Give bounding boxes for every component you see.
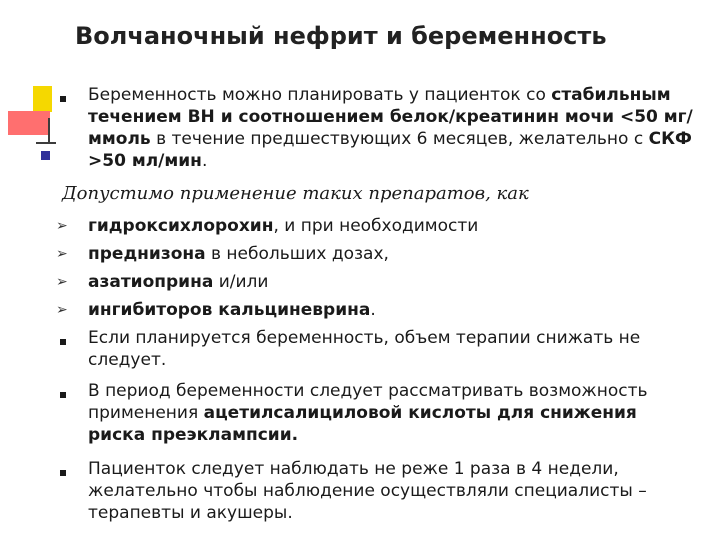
- drug-item: [88, 215, 710, 237]
- text: Беременность можно планировать у пациенток со: [88, 85, 552, 105]
- text-bold: преднизона: [88, 244, 206, 264]
- paragraph-aspirin: [88, 380, 688, 446]
- decor-red-square: [8, 111, 50, 135]
- drug-item: [88, 271, 710, 293]
- text: , и при необходимости: [273, 216, 479, 236]
- text: В период беременности следует рассматривать возможность применения: [88, 381, 648, 423]
- bullet-square-icon: [60, 392, 66, 398]
- drugs-intro: Допустимо применение таких препаратов, как: [62, 183, 529, 204]
- bullet-square-icon: [60, 339, 66, 345]
- text-bold: гидроксихлорохин: [88, 216, 274, 236]
- arrow-bullet-icon: ➢: [56, 302, 68, 318]
- text: .: [201, 151, 208, 171]
- text-bold: ингибиторов кальциневрина: [88, 300, 371, 320]
- bullet-square-icon: [60, 470, 66, 476]
- drug-item: [88, 299, 710, 321]
- text-bold: стабильным течением ВН и соотношением белок/креатинин мочи <50 мг/ммоль: [88, 85, 693, 149]
- text: в небольших дозах,: [205, 244, 389, 264]
- decor-blue-square: [41, 151, 50, 160]
- bullet-square-icon: [60, 96, 66, 102]
- text-bold: ацетилсалициловой кислоты для снижения риска преэклампсии.: [88, 403, 637, 445]
- paragraph-monitoring: Пациенток следует наблюдать не реже 1 раза в 4 недели, желательно чтобы наблюдение осуществляли специалисты – терапевты и акушеры.: [88, 459, 647, 523]
- paragraph-therapy: Если планируется беременность, объем терапии снижать не следует.: [88, 328, 641, 370]
- decor-horizontal-line: [36, 142, 56, 144]
- arrow-bullet-icon: ➢: [56, 274, 68, 290]
- decor-vertical-line: [48, 118, 50, 144]
- text: и/или: [213, 272, 269, 292]
- text-bold: азатиоприна: [88, 272, 214, 292]
- drug-item: [88, 243, 710, 265]
- text: в течение предшествующих 6 месяцев, желательно с: [150, 129, 649, 149]
- text-bold: СКФ >50 мл/мин: [88, 129, 692, 171]
- paragraph-planning: [88, 84, 710, 172]
- slide-title: Волчаночный нефрит и беременность: [75, 22, 607, 50]
- text: .: [370, 300, 376, 320]
- arrow-bullet-icon: ➢: [56, 246, 68, 262]
- decor-yellow-square: [33, 86, 52, 112]
- arrow-bullet-icon: ➢: [56, 218, 68, 234]
